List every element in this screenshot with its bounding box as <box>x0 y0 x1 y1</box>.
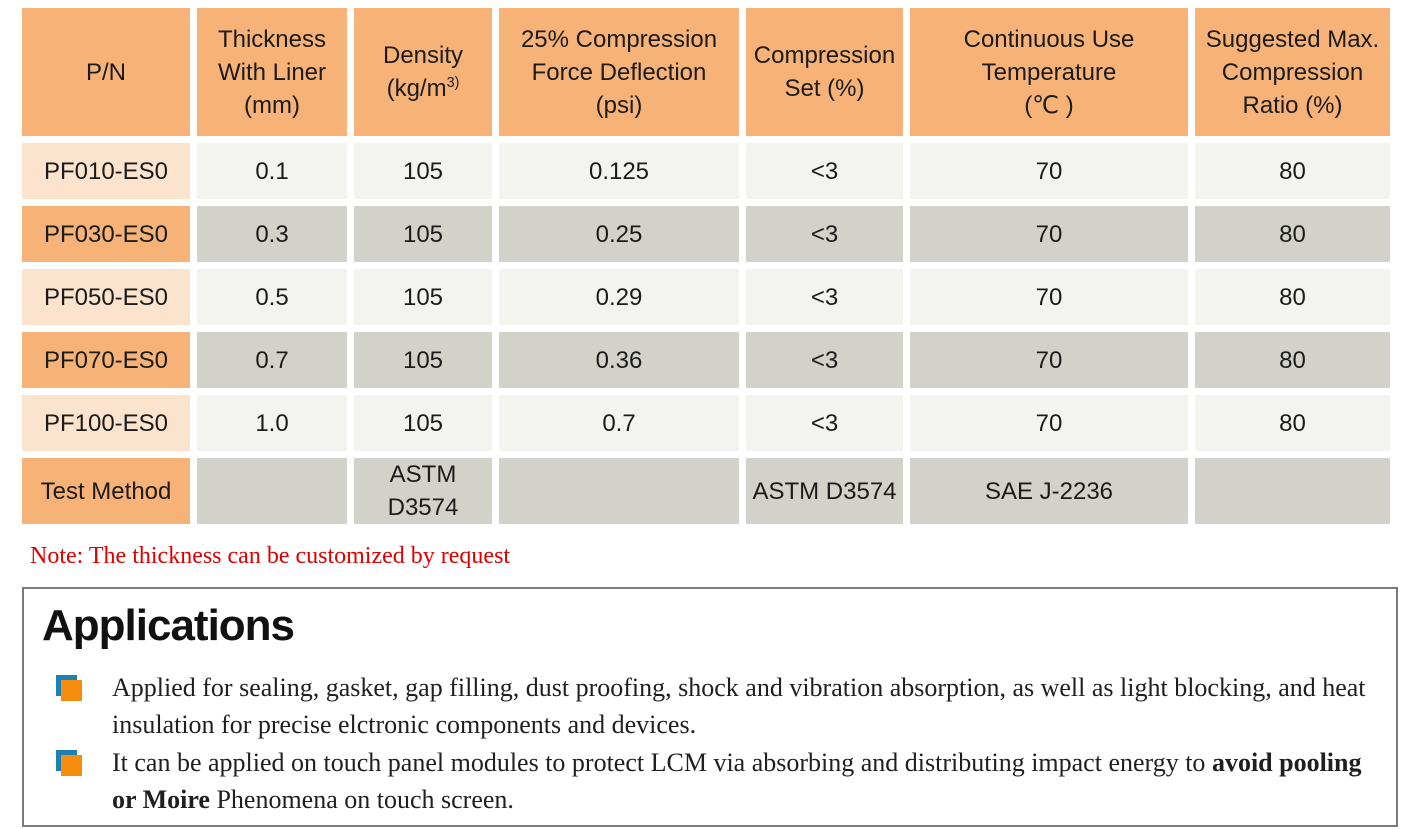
spec-value-cell: 0.3 <box>197 206 347 262</box>
spec-value-cell: 0.36 <box>499 332 739 388</box>
spec-value-cell: 0.125 <box>499 143 739 199</box>
note-text: Note: The thickness can be customized by request <box>30 543 511 569</box>
spec-value-cell: <3 <box>746 332 903 388</box>
item-text-before: It can be applied on touch panel modules to protect LCM via absorbing and distributing impact energy to <box>112 748 1212 777</box>
spec-value-cell: 0.29 <box>499 269 739 325</box>
table-row <box>22 269 1390 325</box>
item-text-bold: avoid pooling or Moire <box>112 748 1362 814</box>
table-row <box>22 143 1390 199</box>
square-bullet-icon <box>56 675 92 705</box>
product-pn-cell: PF030-ES0 <box>22 206 190 262</box>
spec-value-cell: 70 <box>910 395 1188 451</box>
spec-value-cell: 70 <box>910 332 1188 388</box>
spec-value-cell: 105 <box>354 143 492 199</box>
list-item <box>42 669 1376 743</box>
product-pn-cell: PF050-ES0 <box>22 269 190 325</box>
product-pn-cell: PF010-ES0 <box>22 143 190 199</box>
item-text: Applied for sealing, gasket, gap filling, dust proofing, shock and vibration absorption, as well as light blocking, and heat insulation for precise elctronic components and devices. <box>112 673 1366 739</box>
spec-value-cell: 70 <box>910 269 1188 325</box>
spec-table <box>15 1 1397 531</box>
spec-value-cell: 105 <box>354 206 492 262</box>
test-method-cell: ASTM D3574 <box>354 458 492 524</box>
test-method-label: Test Method <box>22 458 190 524</box>
spec-value-cell: 80 <box>1195 206 1390 262</box>
product-pn-cell: PF070-ES0 <box>22 332 190 388</box>
spec-value-cell: 0.7 <box>197 332 347 388</box>
spec-value-cell: <3 <box>746 143 903 199</box>
spec-value-cell: 105 <box>354 395 492 451</box>
table-row <box>22 395 1390 451</box>
spec-value-cell: 80 <box>1195 332 1390 388</box>
table-row <box>22 332 1390 388</box>
header-row <box>22 8 1390 136</box>
col-header-compression-force-deflection: 25% Compression Force Deflection (psi) <box>499 8 739 136</box>
applications-section <box>22 587 1398 827</box>
spec-value-cell: 70 <box>910 143 1188 199</box>
col-header-thickness: Thickness With Liner (mm) <box>197 8 347 136</box>
product-pn-cell: PF100-ES0 <box>22 395 190 451</box>
item-text-after: Phenomena on touch screen. <box>209 785 514 814</box>
applications-list <box>42 669 1376 818</box>
spec-value-cell: 105 <box>354 332 492 388</box>
spec-value-cell: 0.5 <box>197 269 347 325</box>
col-header-suggested-max-compression-ratio: Suggested Max. Compression Ratio (%) <box>1195 8 1390 136</box>
table-row <box>22 206 1390 262</box>
spec-value-cell: 0.1 <box>197 143 347 199</box>
col-header-pn: P/N <box>22 8 190 136</box>
spec-value-cell: 80 <box>1195 395 1390 451</box>
spec-value-cell: 70 <box>910 206 1188 262</box>
test-method-cell <box>499 458 739 524</box>
spec-value-cell: 0.25 <box>499 206 739 262</box>
spec-value-cell: <3 <box>746 395 903 451</box>
col-header-continuous-use-temperature: Continuous Use Temperature (℃ ) <box>910 8 1188 136</box>
spec-value-cell: 80 <box>1195 143 1390 199</box>
spec-value-cell: 1.0 <box>197 395 347 451</box>
col-header-density: Density ($kg/m^{3)}$ <box>354 8 492 136</box>
spec-value-cell: 0.7 <box>499 395 739 451</box>
spec-value-cell: <3 <box>746 206 903 262</box>
spec-value-cell: 105 <box>354 269 492 325</box>
spec-value-cell: <3 <box>746 269 903 325</box>
col-header-compression-set: Compression Set (%) <box>746 8 903 136</box>
item-text <box>112 744 1376 818</box>
test-method-cell: ASTM D3574 <box>746 458 903 524</box>
test-method-row <box>22 458 1390 524</box>
test-method-cell <box>197 458 347 524</box>
spec-value-cell: 80 <box>1195 269 1390 325</box>
test-method-cell: SAE J-2236 <box>910 458 1188 524</box>
square-bullet-icon <box>56 750 92 780</box>
test-method-cell <box>1195 458 1390 524</box>
applications-title: Applications <box>42 601 295 650</box>
list-item <box>42 744 1376 818</box>
